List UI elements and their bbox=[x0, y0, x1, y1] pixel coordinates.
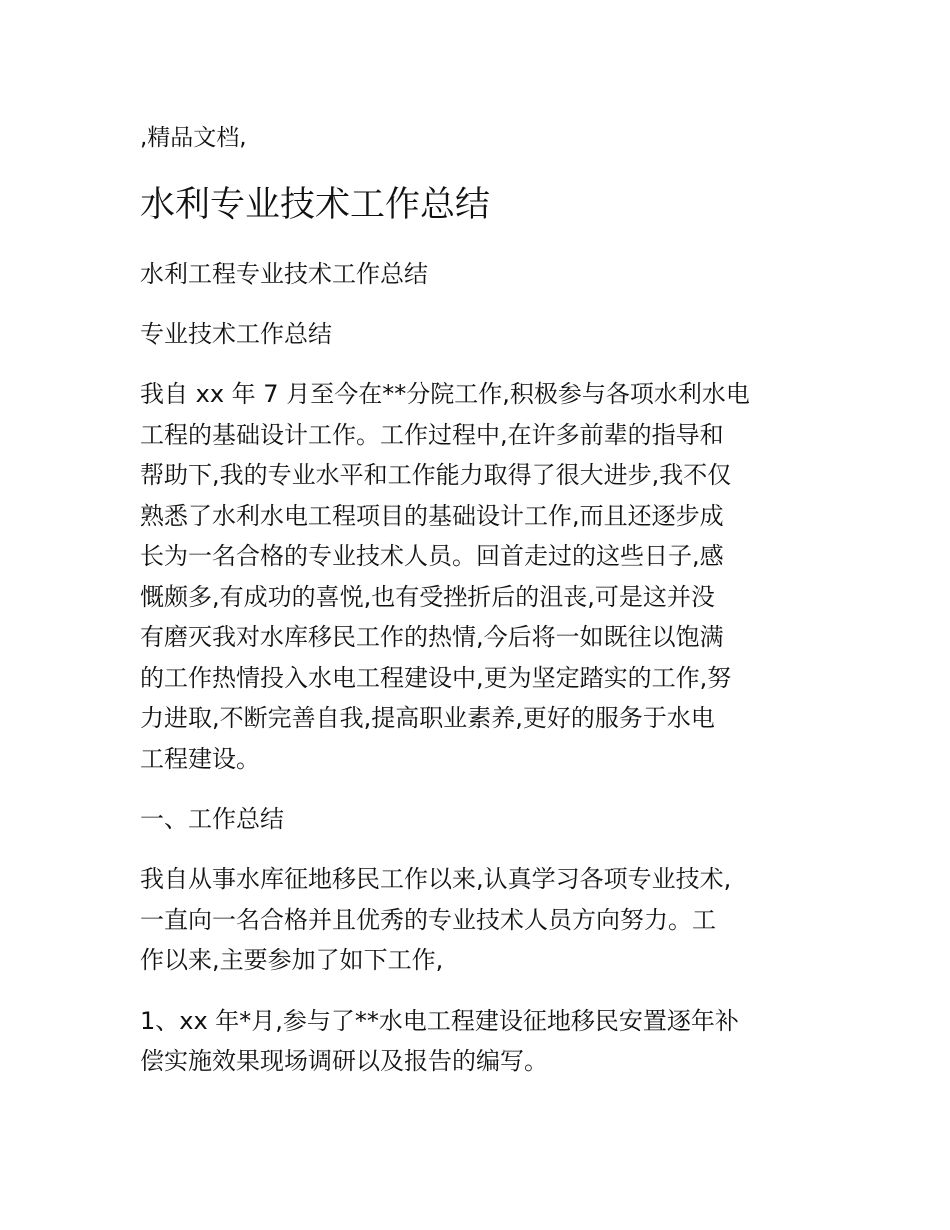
paragraph-line: 作以来,主要参加了如下工作, bbox=[140, 946, 444, 974]
paragraph-line: 我自 xx 年 7 月至今在**分院工作,积极参与各项水利水电 bbox=[140, 380, 750, 408]
section-heading: 专业技术工作总结 bbox=[140, 320, 332, 348]
document-title: 水利专业技术工作总结 bbox=[140, 185, 491, 225]
paragraph-line: 一直向一名合格并且优秀的专业技术人员方向努力。工 bbox=[140, 905, 716, 934]
part-one-heading: 一、工作总结 bbox=[140, 805, 284, 833]
paragraph-line: 慨颇多,有成功的喜悦,也有受挫折后的沮丧,可是这并没 bbox=[140, 582, 715, 611]
paragraph-line: 帮助下,我的专业水平和工作能力取得了很大进步,我不仅 bbox=[140, 461, 732, 489]
paragraph-line: 长为一名合格的专业技术人员。回首走过的这些日子,感 bbox=[140, 542, 724, 570]
header-mark: ,精品文档, bbox=[140, 125, 247, 151]
list-item bbox=[140, 1001, 820, 1082]
paragraph-line: 的工作热情投入水电工程建设中,更为坚定踏实的工作,努 bbox=[140, 663, 732, 692]
paragraph-line: 1、xx 年*月,参与了**水电工程建设征地移民安置逐年补 bbox=[140, 1006, 739, 1035]
document-subtitle: 水利工程专业技术工作总结 bbox=[140, 260, 428, 288]
part-one-paragraph bbox=[140, 859, 820, 981]
intro-paragraph bbox=[140, 374, 820, 779]
paragraph-line: 工程建设。 bbox=[140, 744, 260, 773]
paragraph-line: 有磨灭我对水库移民工作的热情,今后将一如既往以饱满 bbox=[140, 623, 724, 651]
paragraph-line: 熟悉了水利水电工程项目的基础设计工作,而且还逐步成 bbox=[140, 501, 724, 530]
document-body bbox=[140, 118, 820, 1102]
paragraph-line: 偿实施效果现场调研以及报告的编写。 bbox=[140, 1047, 548, 1075]
paragraph-line: 力进取,不断完善自我,提高职业素养,更好的服务于水电 bbox=[140, 704, 715, 732]
paragraph-line: 工程的基础设计工作。工作过程中,在许多前辈的指导和 bbox=[140, 420, 724, 449]
paragraph-line: 我自从事水库征地移民工作以来,认真学习各项专业技术, bbox=[140, 865, 732, 893]
